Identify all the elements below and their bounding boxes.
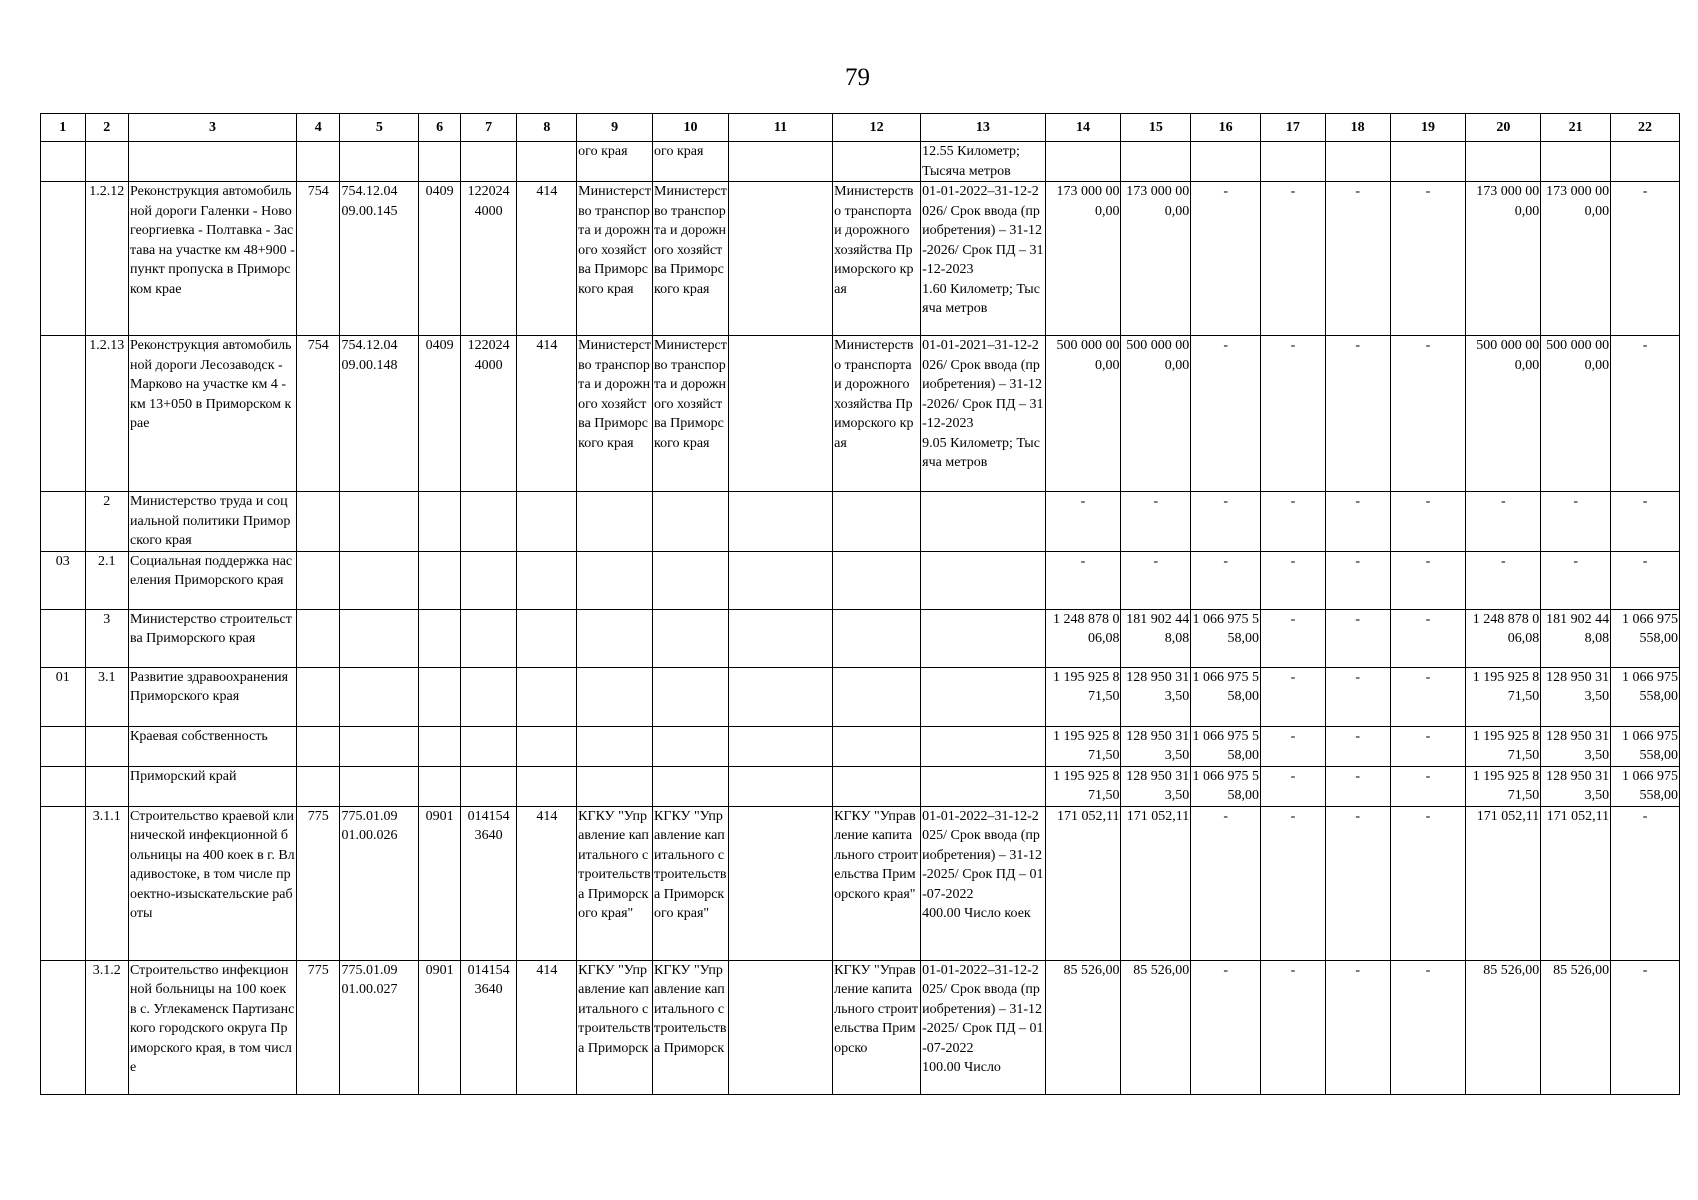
table-cell-col-9 bbox=[577, 609, 653, 667]
table-cell-col-1 bbox=[41, 182, 86, 336]
table-cell-col-3: Реконструкция автомобильной дороги Лесозаводск - Марково на участке км 4 - км 13+050 в Приморском крае bbox=[129, 336, 297, 492]
col-header-4: 4 bbox=[296, 114, 340, 142]
col-header-21: 21 bbox=[1541, 114, 1611, 142]
table-cell-col-11 bbox=[728, 336, 832, 492]
table-cell-col-18: - bbox=[1325, 667, 1390, 726]
table-cell-col-12 bbox=[833, 609, 921, 667]
table-cell-col-3: Приморский край bbox=[129, 766, 297, 806]
table-cell-col-2 bbox=[85, 726, 129, 766]
col-header-14: 14 bbox=[1045, 114, 1121, 142]
table-cell-col-11 bbox=[728, 551, 832, 609]
table-cell-col-3: Краевая собственность bbox=[129, 726, 297, 766]
table-cell-col-14: 85 526,00 bbox=[1045, 960, 1121, 1094]
table-row bbox=[41, 960, 1680, 1094]
table-cell-col-15: 128 950 313,50 bbox=[1121, 766, 1191, 806]
table-cell-col-16: - bbox=[1191, 492, 1261, 552]
table-cell-col-4 bbox=[296, 726, 340, 766]
table-cell-col-7: 122024 4000 bbox=[460, 182, 517, 336]
table-cell-col-16: - bbox=[1191, 182, 1261, 336]
table-cell-col-1 bbox=[41, 960, 86, 1094]
table-cell-col-21: 128 950 313,50 bbox=[1541, 667, 1611, 726]
table-cell-col-19: - bbox=[1390, 551, 1466, 609]
table-cell-col-11 bbox=[728, 492, 832, 552]
table-cell-col-4: 775 bbox=[296, 960, 340, 1094]
table-cell-col-16 bbox=[1191, 142, 1261, 182]
table-cell-col-15: - bbox=[1121, 551, 1191, 609]
table-cell-col-6 bbox=[419, 551, 460, 609]
table-cell-col-12 bbox=[833, 766, 921, 806]
table-cell-col-22: - bbox=[1611, 960, 1680, 1094]
table-row bbox=[41, 142, 1680, 182]
col-header-12: 12 bbox=[833, 114, 921, 142]
table-row bbox=[41, 492, 1680, 552]
table-cell-col-19: - bbox=[1390, 492, 1466, 552]
table-cell-col-16: 1 066 975 558,00 bbox=[1191, 766, 1261, 806]
table-cell-col-7 bbox=[460, 609, 517, 667]
col-header-13: 13 bbox=[921, 114, 1045, 142]
col-header-5: 5 bbox=[340, 114, 419, 142]
table-cell-col-6: 0901 bbox=[419, 960, 460, 1094]
table-row bbox=[41, 667, 1680, 726]
table-cell-col-5 bbox=[340, 551, 419, 609]
table-cell-col-2: 2 bbox=[85, 492, 129, 552]
table-cell-col-20 bbox=[1466, 142, 1541, 182]
table-cell-col-9 bbox=[577, 726, 653, 766]
table-cell-col-21: 128 950 313,50 bbox=[1541, 766, 1611, 806]
table-cell-col-9 bbox=[577, 551, 653, 609]
table-cell-col-7 bbox=[460, 142, 517, 182]
table-cell-col-15: - bbox=[1121, 492, 1191, 552]
table-cell-col-14: - bbox=[1045, 551, 1121, 609]
table-cell-col-12 bbox=[833, 551, 921, 609]
table-cell-col-20: - bbox=[1466, 492, 1541, 552]
table-cell-col-11 bbox=[728, 182, 832, 336]
table-cell-col-15: 128 950 313,50 bbox=[1121, 726, 1191, 766]
table-cell-col-8 bbox=[517, 142, 577, 182]
table-cell-col-14: 171 052,11 bbox=[1045, 806, 1121, 960]
table-row bbox=[41, 806, 1680, 960]
table-cell-col-11 bbox=[728, 806, 832, 960]
table-cell-col-13: 12.55 Километр; Тысяча метров bbox=[921, 142, 1045, 182]
table-cell-col-12 bbox=[833, 492, 921, 552]
table-cell-col-10 bbox=[653, 492, 729, 552]
table-cell-col-2: 3.1 bbox=[85, 667, 129, 726]
table-cell-col-18: - bbox=[1325, 726, 1390, 766]
table-cell-col-13 bbox=[921, 551, 1045, 609]
table-cell-col-22: - bbox=[1611, 551, 1680, 609]
table-cell-col-1: 01 bbox=[41, 667, 86, 726]
table-cell-col-10 bbox=[653, 766, 729, 806]
table-cell-col-12: Министерство транспорта и дорожного хозяйства Приморского края bbox=[833, 336, 921, 492]
table-cell-col-22: - bbox=[1611, 492, 1680, 552]
table-cell-col-18: - bbox=[1325, 960, 1390, 1094]
table-cell-col-5: 754.12.04 09.00.148 bbox=[340, 336, 419, 492]
table-cell-col-11 bbox=[728, 960, 832, 1094]
table-cell-col-3 bbox=[129, 142, 297, 182]
table-cell-col-22: - bbox=[1611, 336, 1680, 492]
table-cell-col-1 bbox=[41, 492, 86, 552]
table-cell-col-4: 775 bbox=[296, 806, 340, 960]
table-cell-col-15: 171 052,11 bbox=[1121, 806, 1191, 960]
col-header-16: 16 bbox=[1191, 114, 1261, 142]
table-cell-col-10 bbox=[653, 609, 729, 667]
table-cell-col-2 bbox=[85, 766, 129, 806]
table-cell-col-3: Министерство строительства Приморского края bbox=[129, 609, 297, 667]
table-cell-col-22: - bbox=[1611, 182, 1680, 336]
table-cell-col-16: - bbox=[1191, 960, 1261, 1094]
table-cell-col-17: - bbox=[1261, 182, 1326, 336]
table-cell-col-11 bbox=[728, 142, 832, 182]
table-cell-col-4 bbox=[296, 667, 340, 726]
table-cell-col-12 bbox=[833, 142, 921, 182]
table-cell-col-6 bbox=[419, 609, 460, 667]
table-cell-col-19: - bbox=[1390, 806, 1466, 960]
table-cell-col-9 bbox=[577, 492, 653, 552]
table-row bbox=[41, 726, 1680, 766]
table-cell-col-18: - bbox=[1325, 806, 1390, 960]
table-cell-col-14: - bbox=[1045, 492, 1121, 552]
table-cell-col-3: Строительство инфекционной больницы на 100 коек в с. Углекаменск Партизанского городского округа Приморского края, в том числе bbox=[129, 960, 297, 1094]
table-cell-col-6 bbox=[419, 726, 460, 766]
table-cell-col-13 bbox=[921, 667, 1045, 726]
table-cell-col-5 bbox=[340, 609, 419, 667]
table-cell-col-11 bbox=[728, 726, 832, 766]
table-cell-col-17: - bbox=[1261, 551, 1326, 609]
table-cell-col-18: - bbox=[1325, 766, 1390, 806]
table-cell-col-2: 1.2.12 bbox=[85, 182, 129, 336]
table-cell-col-5: 775.01.09 01.00.026 bbox=[340, 806, 419, 960]
table-row bbox=[41, 609, 1680, 667]
table-cell-col-14: 173 000 000,00 bbox=[1045, 182, 1121, 336]
table-cell-col-14: 1 195 925 871,50 bbox=[1045, 766, 1121, 806]
table-cell-col-15 bbox=[1121, 142, 1191, 182]
table-cell-col-19: - bbox=[1390, 609, 1466, 667]
table-cell-col-14 bbox=[1045, 142, 1121, 182]
table-cell-col-21: 171 052,11 bbox=[1541, 806, 1611, 960]
table-cell-col-10: ого края bbox=[653, 142, 729, 182]
table-cell-col-9: КГКУ "Управление капитального строительства Приморского края" bbox=[577, 806, 653, 960]
table-cell-col-9 bbox=[577, 766, 653, 806]
table-cell-col-20: 1 248 878 006,08 bbox=[1466, 609, 1541, 667]
table-cell-col-2: 3.1.1 bbox=[85, 806, 129, 960]
col-header-8: 8 bbox=[517, 114, 577, 142]
table-cell-col-20: 85 526,00 bbox=[1466, 960, 1541, 1094]
table-cell-col-9: Министерство транспорта и дорожного хозяйства Приморского края bbox=[577, 182, 653, 336]
table-cell-col-1: 03 bbox=[41, 551, 86, 609]
table-cell-col-7 bbox=[460, 667, 517, 726]
table-cell-col-1 bbox=[41, 142, 86, 182]
table-cell-col-10: Министерство транспорта и дорожного хозяйства Приморского края bbox=[653, 336, 729, 492]
table-cell-col-2: 3.1.2 bbox=[85, 960, 129, 1094]
table-cell-col-13 bbox=[921, 492, 1045, 552]
table-cell-col-14: 500 000 000,00 bbox=[1045, 336, 1121, 492]
table-cell-col-4 bbox=[296, 492, 340, 552]
table-cell-col-4 bbox=[296, 142, 340, 182]
table-cell-col-21 bbox=[1541, 142, 1611, 182]
col-header-19: 19 bbox=[1390, 114, 1466, 142]
table-cell-col-2: 1.2.13 bbox=[85, 336, 129, 492]
table-cell-col-18: - bbox=[1325, 551, 1390, 609]
table-cell-col-22: 1 066 975 558,00 bbox=[1611, 766, 1680, 806]
col-header-18: 18 bbox=[1325, 114, 1390, 142]
table-cell-col-17 bbox=[1261, 142, 1326, 182]
table-cell-col-4 bbox=[296, 609, 340, 667]
table-cell-col-19: - bbox=[1390, 726, 1466, 766]
table-cell-col-1 bbox=[41, 806, 86, 960]
table-cell-col-3: Реконструкция автомобильной дороги Галенки - Новогеоргиевка - Полтавка - Застава на участке км 48+900 - пункт пропуска в Приморском крае bbox=[129, 182, 297, 336]
table-cell-col-7 bbox=[460, 766, 517, 806]
table-cell-col-10 bbox=[653, 667, 729, 726]
table-cell-col-19: - bbox=[1390, 766, 1466, 806]
page-number: 79 bbox=[845, 64, 870, 91]
col-header-2: 2 bbox=[85, 114, 129, 142]
table-cell-col-22 bbox=[1611, 142, 1680, 182]
table-cell-col-21: 128 950 313,50 bbox=[1541, 726, 1611, 766]
table-cell-col-7: 014154 3640 bbox=[460, 806, 517, 960]
table-cell-col-17: - bbox=[1261, 667, 1326, 726]
table-row bbox=[41, 766, 1680, 806]
table-cell-col-5 bbox=[340, 766, 419, 806]
table-cell-col-10: КГКУ "Управление капитального строительства Приморск bbox=[653, 960, 729, 1094]
table-cell-col-1 bbox=[41, 336, 86, 492]
table-cell-col-10: Министерство транспорта и дорожного хозяйства Приморского края bbox=[653, 182, 729, 336]
table-cell-col-22: 1 066 975 558,00 bbox=[1611, 609, 1680, 667]
table-cell-col-7 bbox=[460, 726, 517, 766]
table-cell-col-3: Развитие здравоохранения Приморского края bbox=[129, 667, 297, 726]
table-cell-col-13 bbox=[921, 766, 1045, 806]
table-cell-col-14: 1 248 878 006,08 bbox=[1045, 609, 1121, 667]
table-cell-col-7 bbox=[460, 492, 517, 552]
table-cell-col-1 bbox=[41, 726, 86, 766]
col-header-9: 9 bbox=[577, 114, 653, 142]
table-cell-col-2 bbox=[85, 142, 129, 182]
table-cell-col-18: - bbox=[1325, 609, 1390, 667]
table-cell-col-17: - bbox=[1261, 336, 1326, 492]
table-cell-col-20: 1 195 925 871,50 bbox=[1466, 726, 1541, 766]
table-cell-col-19 bbox=[1390, 142, 1466, 182]
table-cell-col-9: Министерство транспорта и дорожного хозяйства Приморского края bbox=[577, 336, 653, 492]
table-cell-col-5: 754.12.04 09.00.145 bbox=[340, 182, 419, 336]
table-cell-col-5 bbox=[340, 667, 419, 726]
table-cell-col-6 bbox=[419, 142, 460, 182]
table-cell-col-10: КГКУ "Управление капитального строительства Приморского края" bbox=[653, 806, 729, 960]
table-cell-col-13 bbox=[921, 609, 1045, 667]
table-cell-col-4: 754 bbox=[296, 336, 340, 492]
table-cell-col-18: - bbox=[1325, 182, 1390, 336]
table-cell-col-6: 0409 bbox=[419, 182, 460, 336]
table-cell-col-12 bbox=[833, 667, 921, 726]
col-header-17: 17 bbox=[1261, 114, 1326, 142]
table-cell-col-19: - bbox=[1390, 182, 1466, 336]
table-cell-col-12 bbox=[833, 726, 921, 766]
table-cell-col-17: - bbox=[1261, 766, 1326, 806]
table-cell-col-8 bbox=[517, 609, 577, 667]
table-body bbox=[41, 142, 1680, 1095]
table-cell-col-17: - bbox=[1261, 806, 1326, 960]
table-cell-col-8 bbox=[517, 551, 577, 609]
table-cell-col-8 bbox=[517, 667, 577, 726]
table-cell-col-1 bbox=[41, 609, 86, 667]
table-row bbox=[41, 551, 1680, 609]
table-cell-col-21: - bbox=[1541, 551, 1611, 609]
table-cell-col-19: - bbox=[1390, 336, 1466, 492]
table-cell-col-9 bbox=[577, 667, 653, 726]
col-header-10: 10 bbox=[653, 114, 729, 142]
table-cell-col-5 bbox=[340, 142, 419, 182]
table-cell-col-22: 1 066 975 558,00 bbox=[1611, 667, 1680, 726]
table-row bbox=[41, 182, 1680, 336]
table-cell-col-16: - bbox=[1191, 336, 1261, 492]
table-cell-col-5 bbox=[340, 726, 419, 766]
table-cell-col-21: 181 902 448,08 bbox=[1541, 609, 1611, 667]
table-cell-col-5 bbox=[340, 492, 419, 552]
table-cell-col-16: 1 066 975 558,00 bbox=[1191, 667, 1261, 726]
col-header-6: 6 bbox=[419, 114, 460, 142]
table-cell-col-19: - bbox=[1390, 960, 1466, 1094]
table-cell-col-4: 754 bbox=[296, 182, 340, 336]
col-header-22: 22 bbox=[1611, 114, 1680, 142]
table-cell-col-14: 1 195 925 871,50 bbox=[1045, 726, 1121, 766]
col-header-20: 20 bbox=[1466, 114, 1541, 142]
table-cell-col-12: Министерство транспорта и дорожного хозяйства Приморского края bbox=[833, 182, 921, 336]
table-cell-col-8: 414 bbox=[517, 960, 577, 1094]
table-cell-col-6: 0409 bbox=[419, 336, 460, 492]
table-cell-col-20: 1 195 925 871,50 bbox=[1466, 667, 1541, 726]
table-cell-col-7: 014154 3640 bbox=[460, 960, 517, 1094]
table-cell-col-3: Социальная поддержка населения Приморского края bbox=[129, 551, 297, 609]
table-cell-col-22: - bbox=[1611, 806, 1680, 960]
table-cell-col-1 bbox=[41, 766, 86, 806]
table-cell-col-8: 414 bbox=[517, 336, 577, 492]
table-cell-col-13: 01-01-2022–31-12-2026/ Срок ввода (приобретения) – 31-12-2026/ Срок ПД – 31-12-2023 1.60 Километр; Тысяча метров bbox=[921, 182, 1045, 336]
table-cell-col-20: 1 195 925 871,50 bbox=[1466, 766, 1541, 806]
col-header-7: 7 bbox=[460, 114, 517, 142]
table-cell-col-21: 85 526,00 bbox=[1541, 960, 1611, 1094]
table-cell-col-20: 173 000 000,00 bbox=[1466, 182, 1541, 336]
table-cell-col-17: - bbox=[1261, 492, 1326, 552]
table-cell-col-22: 1 066 975 558,00 bbox=[1611, 726, 1680, 766]
table-cell-col-11 bbox=[728, 667, 832, 726]
table-cell-col-4 bbox=[296, 551, 340, 609]
table-cell-col-21: 500 000 000,00 bbox=[1541, 336, 1611, 492]
table-cell-col-20: 500 000 000,00 bbox=[1466, 336, 1541, 492]
table-cell-col-21: - bbox=[1541, 492, 1611, 552]
table-cell-col-16: 1 066 975 558,00 bbox=[1191, 726, 1261, 766]
table-cell-col-8 bbox=[517, 766, 577, 806]
table-cell-col-9: ого края bbox=[577, 142, 653, 182]
table-cell-col-13: 01-01-2022–31-12-2025/ Срок ввода (приобретения) – 31-12-2025/ Срок ПД – 01-07-2022 100.00 Число bbox=[921, 960, 1045, 1094]
table-cell-col-15: 128 950 313,50 bbox=[1121, 667, 1191, 726]
table-cell-col-2: 3 bbox=[85, 609, 129, 667]
table-cell-col-7 bbox=[460, 551, 517, 609]
table-cell-col-11 bbox=[728, 609, 832, 667]
table-cell-col-15: 85 526,00 bbox=[1121, 960, 1191, 1094]
col-header-15: 15 bbox=[1121, 114, 1191, 142]
table-cell-col-15: 173 000 000,00 bbox=[1121, 182, 1191, 336]
table-cell-col-20: - bbox=[1466, 551, 1541, 609]
table-cell-col-15: 181 902 448,08 bbox=[1121, 609, 1191, 667]
table-cell-col-4 bbox=[296, 766, 340, 806]
table-cell-col-18: - bbox=[1325, 492, 1390, 552]
table-cell-col-12: КГКУ "Управление капитального строительства Приморско bbox=[833, 960, 921, 1094]
table-cell-col-9: КГКУ "Управление капитального строительства Приморск bbox=[577, 960, 653, 1094]
table-cell-col-16: 1 066 975 558,00 bbox=[1191, 609, 1261, 667]
table-cell-col-18 bbox=[1325, 142, 1390, 182]
table-cell-col-14: 1 195 925 871,50 bbox=[1045, 667, 1121, 726]
table-cell-col-6 bbox=[419, 667, 460, 726]
table-cell-col-8 bbox=[517, 726, 577, 766]
table-cell-col-2: 2.1 bbox=[85, 551, 129, 609]
col-header-1: 1 bbox=[41, 114, 86, 142]
table-cell-col-8: 414 bbox=[517, 806, 577, 960]
table-cell-col-3: Министерство труда и социальной политики Приморского края bbox=[129, 492, 297, 552]
table-cell-col-5: 775.01.09 01.00.027 bbox=[340, 960, 419, 1094]
table-cell-col-8: 414 bbox=[517, 182, 577, 336]
table-cell-col-18: - bbox=[1325, 336, 1390, 492]
table-cell-col-6 bbox=[419, 766, 460, 806]
table-cell-col-8 bbox=[517, 492, 577, 552]
table-cell-col-13: 01-01-2022–31-12-2025/ Срок ввода (приобретения) – 31-12-2025/ Срок ПД – 01-07-2022 400.00 Число коек bbox=[921, 806, 1045, 960]
table-row bbox=[41, 336, 1680, 492]
table-cell-col-16: - bbox=[1191, 806, 1261, 960]
col-header-3: 3 bbox=[129, 114, 297, 142]
table-cell-col-21: 173 000 000,00 bbox=[1541, 182, 1611, 336]
table-cell-col-19: - bbox=[1390, 667, 1466, 726]
table-cell-col-20: 171 052,11 bbox=[1466, 806, 1541, 960]
header-row bbox=[41, 114, 1680, 142]
table-cell-col-11 bbox=[728, 766, 832, 806]
table-cell-col-10 bbox=[653, 551, 729, 609]
table-cell-col-17: - bbox=[1261, 726, 1326, 766]
table-cell-col-12: КГКУ "Управление капитального строительства Приморского края" bbox=[833, 806, 921, 960]
table-cell-col-6 bbox=[419, 492, 460, 552]
table-cell-col-16: - bbox=[1191, 551, 1261, 609]
table-cell-col-6: 0901 bbox=[419, 806, 460, 960]
table-cell-col-3: Строительство краевой клинической инфекционной больницы на 400 коек в г. Владивостоке, в том числе проектно-изыскательские работы bbox=[129, 806, 297, 960]
budget-table bbox=[40, 113, 1680, 1095]
table-cell-col-13 bbox=[921, 726, 1045, 766]
table-cell-col-10 bbox=[653, 726, 729, 766]
table-cell-col-13: 01-01-2021–31-12-2026/ Срок ввода (приобретения) – 31-12-2026/ Срок ПД – 31-12-2023 9.05 Километр; Тысяча метров bbox=[921, 336, 1045, 492]
table-cell-col-17: - bbox=[1261, 609, 1326, 667]
table-cell-col-15: 500 000 000,00 bbox=[1121, 336, 1191, 492]
table-cell-col-17: - bbox=[1261, 960, 1326, 1094]
col-header-11: 11 bbox=[728, 114, 832, 142]
table-cell-col-7: 122024 4000 bbox=[460, 336, 517, 492]
